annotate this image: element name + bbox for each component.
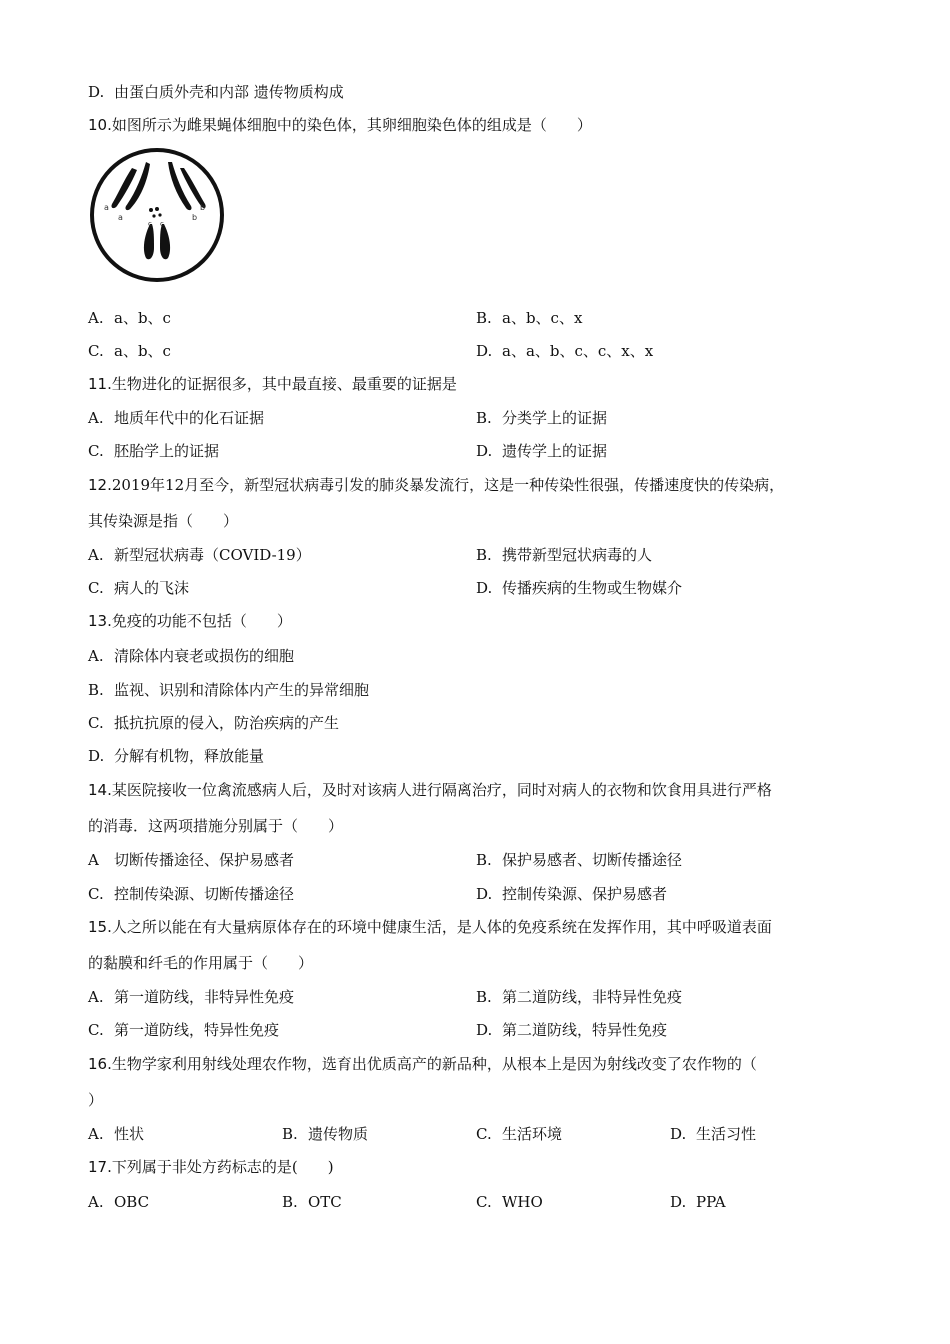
- q13-option-a: A. 清除体内衰老或损伤的细胞: [88, 647, 295, 665]
- q15-option-a: A. 第一道防线，非特异性免疫: [88, 988, 295, 1006]
- question-number: 12.: [88, 476, 112, 494]
- q16-stem-line1: 16.生物学家利用射线处理农作物，选育出优质高产的新品种，从根本上是因为射线改变了农作物的（: [88, 1055, 757, 1073]
- chromosome-cell-diagram-icon: [88, 146, 226, 284]
- q14-stem-line2: 的消毒．这两项措施分别属于（ ）: [88, 817, 344, 835]
- q12-option-c: C. 病人的飞沫: [88, 579, 190, 597]
- q14-option-a: A 切断传播途径、保护易感者: [88, 851, 295, 869]
- q14-option-d: D. 控制传染源、保护易感者: [476, 885, 668, 903]
- question-number: 13.: [88, 612, 112, 630]
- q16-option-a: A. 性状: [88, 1125, 145, 1143]
- q15-option-d: D. 第二道防线，特异性免疫: [476, 1021, 668, 1039]
- q12-option-b: B. 携带新型冠状病毒的人: [476, 546, 653, 564]
- q15-option-c: C. 第一道防线，特异性免疫: [88, 1021, 280, 1039]
- q11-option-d: D. 遗传学上的证据: [476, 442, 608, 460]
- q13-stem: 13.免疫的功能不包括（ ）: [88, 612, 292, 630]
- q10-option-c: C. a、b、c: [88, 342, 171, 360]
- label-b: b: [192, 213, 198, 222]
- question-number: 11.: [88, 375, 112, 393]
- q13-option-b: B. 监视、识别和清除体内产生的异常细胞: [88, 681, 370, 699]
- q17-stem: 17.下列属于非处方药标志的是( ): [88, 1158, 334, 1176]
- q12-stem-line1: 12.2019年12月至今，新型冠状病毒引发的肺炎暴发流行，这是一种传染性很强，传播速度快的传染病，: [88, 476, 785, 494]
- q12-option-d: D. 传播疾病的生物或生物媒介: [476, 579, 683, 597]
- question-number: 15.: [88, 918, 112, 936]
- q11-stem: 11.生物进化的证据很多，其中最直接、最重要的证据是: [88, 375, 457, 393]
- q15-stem-line1: 15.人之所以能在有大量病原体存在的环境中健康生活，是人体的免疫系统在发挥作用，其中呼吸道表面: [88, 918, 772, 936]
- question-number: 16.: [88, 1055, 112, 1073]
- question-number: 17.: [88, 1158, 112, 1176]
- q16-option-c: C. 生活环境: [476, 1125, 563, 1143]
- q17-option-a: A. OBC: [88, 1193, 150, 1211]
- question-number: 10.: [88, 116, 112, 134]
- q14-option-b: B. 保护易感者、切断传播途径: [476, 851, 683, 869]
- q13-option-c: C. 抵抗抗原的侵入，防治疾病的产生: [88, 714, 340, 732]
- q17-option-d: D. PPA: [670, 1193, 726, 1211]
- question-number: 14.: [88, 781, 112, 799]
- label-a: a: [104, 203, 109, 212]
- q11-option-a: A. 地质年代中的化石证据: [88, 409, 265, 427]
- q15-option-b: B. 第二道防线，非特异性免疫: [476, 988, 683, 1006]
- q10-option-d: D. a、a、b、c、c、x、x: [476, 342, 654, 360]
- q17-option-b: B. OTC: [282, 1193, 342, 1211]
- q12-option-a: A. 新型冠状病毒（COVID-19）: [88, 546, 311, 564]
- q10-option-b: B. a、b、c、x: [476, 309, 583, 327]
- q16-option-d: D. 生活习性: [670, 1125, 757, 1143]
- q16-option-b: B. 遗传物质: [282, 1125, 369, 1143]
- q11-option-b: B. 分类学上的证据: [476, 409, 608, 427]
- q14-option-c: C. 控制传染源、切断传播途径: [88, 885, 295, 903]
- label-c: c: [160, 220, 164, 228]
- q9-option-d: D. 由蛋白质外壳和内部 遗传物质构成: [88, 83, 344, 101]
- label-b: b: [200, 203, 206, 212]
- q12-stem-line2: 其传染源是指（ ）: [88, 512, 239, 530]
- q16-stem-line2: ）: [88, 1091, 104, 1109]
- q13-option-d: D. 分解有机物，释放能量: [88, 747, 265, 765]
- q14-stem-line1: 14.某医院接收一位禽流感病人后，及时对该病人进行隔离治疗，同时对病人的衣物和饮食用具进行严格: [88, 781, 772, 799]
- q10-option-a: A. a、b、c: [88, 309, 171, 327]
- q11-option-c: C. 胚胎学上的证据: [88, 442, 220, 460]
- q15-stem-line2: 的黏膜和纤毛的作用属于（ ）: [88, 954, 314, 972]
- q10-stem: 10.如图所示为雌果蝇体细胞中的染色体，其卵细胞染色体的组成是（ ）: [88, 116, 592, 134]
- label-c: c: [148, 220, 152, 228]
- q17-option-c: C. WHO: [476, 1193, 543, 1211]
- label-a: a: [118, 213, 123, 222]
